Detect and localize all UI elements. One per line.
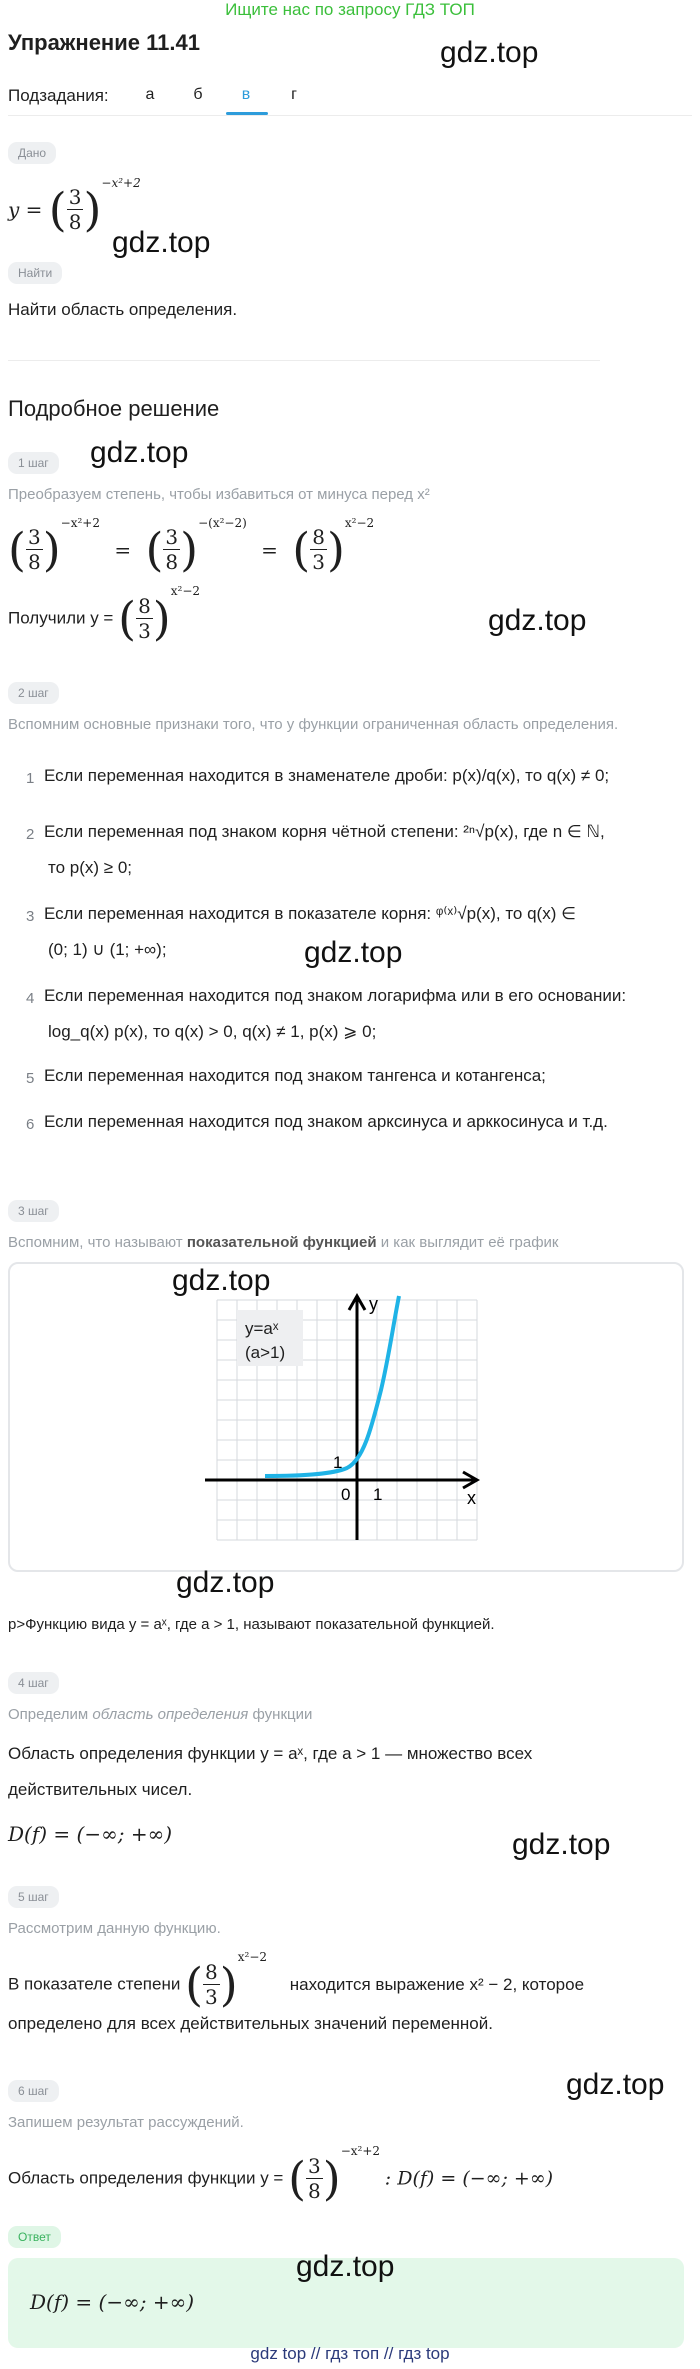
list-item-line: Если переменная находится под знаком тангенса и котангенса; (44, 1066, 546, 1085)
step3-intro (8, 1234, 559, 1251)
step4-formula: D(f) = (−∞; +∞) (8, 1822, 173, 1846)
eq-den: 8 (27, 550, 41, 574)
axis-x-label: x (467, 1488, 476, 1508)
step2-intro: Вспомним основные признаки того, что у функции ограниченная область определения. (8, 716, 619, 733)
line-part: : D(f) = (−∞; +∞) (384, 2167, 554, 2190)
tab-b[interactable]: б (193, 86, 203, 103)
eq-den: 3 (312, 550, 325, 574)
eq-sign: = (261, 537, 278, 562)
tick-one-y: 1 (333, 1453, 343, 1472)
watermark: gdz.top (112, 226, 211, 259)
intro-part: Вспомним, что называют (8, 1234, 187, 1251)
graph-label-cond: (a>1) (245, 1343, 286, 1362)
eq-num: 3 (27, 525, 41, 549)
list-item-num: 6 (26, 1116, 35, 1133)
line-part: Область определения функции y = (8, 2168, 284, 2188)
list-item-line: Если переменная под знаком корня чётной степени: ²ⁿ√p(x), где n ∈ ℕ, (44, 822, 605, 841)
eq-num: 8 (312, 525, 325, 549)
line-exp: x²−2 (237, 1950, 268, 1964)
page-title: Упражнение 11.41 (8, 30, 200, 55)
graph-label-func: y=aˣ (245, 1319, 279, 1338)
list-item-line: Если переменная находится под знаком логарифма или в его основании: (44, 986, 627, 1005)
watermark: gdz.top (176, 1566, 275, 1599)
given-lhs: y = (8, 197, 43, 222)
find-text: Найти область определения. (8, 300, 238, 319)
watermark: gdz.top (304, 936, 403, 969)
line-num: 8 (205, 1960, 218, 1985)
watermark: gdz.top (172, 1264, 271, 1297)
eq-exp1: −x²+2 (60, 516, 100, 530)
tick-zero: 0 (341, 1485, 351, 1504)
solution-heading: Подробное решение (8, 396, 220, 421)
step1-intro: Преобразуем степень, чтобы избавиться от минуса перед x² (8, 486, 430, 503)
step3-chip: 3 шаг (8, 1200, 59, 1222)
section-divider (8, 360, 600, 361)
eq-den: 8 (165, 550, 179, 574)
result-den: 3 (138, 619, 151, 644)
list-item-line: Если переменная находится под знаком арксинуса и арккосинуса и т.д. (44, 1112, 608, 1131)
given-base-num: 3 (68, 185, 82, 209)
line-exp: −x²+2 (340, 2144, 381, 2158)
tick-one-x: 1 (373, 1485, 383, 1504)
tab-g[interactable]: г (291, 86, 297, 103)
line-part: В показателе степени (8, 1974, 181, 1994)
list-item-num: 5 (26, 1070, 35, 1087)
given-formula: y = ( $\frac{3}{8}$ )$^{-x^2+2}$ (8, 176, 141, 237)
tab-v[interactable]: в (241, 86, 251, 103)
list-item-num: 2 (26, 826, 35, 843)
intro-part: и как выглядит её график (376, 1234, 559, 1251)
top-banner: Ищите нас по запросу ГДЗ ТОП (225, 0, 475, 19)
list-item-num: 1 (26, 770, 35, 787)
watermark: gdz.top (90, 436, 189, 469)
watermark: gdz.top (512, 1828, 611, 1861)
given-base-den: 8 (68, 210, 82, 234)
subtasks-label: Подзадания: (8, 86, 109, 105)
find-chip: Найти (8, 262, 62, 284)
line-den: 3 (205, 1985, 218, 2010)
result-num: 8 (138, 594, 151, 619)
step1-result: Получили y = ( $\frac{8}{3}$ )$^{x^2-2}$ (8, 584, 201, 646)
step6-chip: 6 шаг (8, 2080, 59, 2102)
list-item-line: Если переменная находится в показателе корня: ᵠ⁽ˣ⁾√p(x), то q(x) ∈ (44, 904, 576, 923)
eq-sign: = (114, 537, 132, 562)
tabs-divider (8, 115, 692, 116)
exponential-graph (205, 1290, 495, 1550)
active-tab-indicator (226, 112, 268, 115)
step3-after: p>Функцию вида y = aˣ, где a > 1, называют показательной функцией. (8, 1616, 495, 1633)
result-prefix: Получили y = (8, 608, 114, 628)
step5-chip: 5 шаг (8, 1886, 59, 1908)
intro-italic: область определения (92, 1706, 249, 1723)
intro-part: функции (248, 1706, 313, 1723)
eq-exp2: −(x²−2) (198, 516, 247, 530)
answer-chip: Ответ (8, 2226, 61, 2248)
watermark: gdz.top (566, 2068, 665, 2101)
step1-chip: 1 шаг (8, 452, 59, 474)
watermark: gdz.top (488, 604, 587, 637)
step4-line2: действительных чисел. (8, 1780, 193, 1799)
intro-bold: показательной функцией (186, 1234, 377, 1251)
watermark: gdz.top (440, 36, 539, 69)
step5-line1: В показателе степени ( $\frac{8}{3}$ )$^{x^2-2}$ находится выражение x² − 2, которое (8, 1950, 585, 2012)
step5-line2: определено для всех действительных значений переменной. (8, 2014, 493, 2033)
step6-line: Область определения функции y = ( $\frac{3}{8}$ )$^{-x^2+2}$ : D(f) = (−∞; +∞) (8, 2144, 554, 2206)
given-exponent: −x²+2 (101, 176, 141, 190)
step4-line1: Область определения функции y = aˣ, где a > 1 — множество всех (8, 1744, 533, 1763)
line-part: находится выражение x² − 2, которое (289, 1974, 585, 1994)
list-item-num: 4 (26, 990, 35, 1007)
step1-equation: ( $\frac{3}{8}$ )$^{-x^2+2}$ = ( $\frac{3}{8}$ )$^{-(x^2-2)}$ = ( $\frac{8}{3}$ )$^{x^2-2}$ (8, 516, 375, 577)
intro-part: Определим (8, 1706, 93, 1723)
answer-formula: D(f) = (−∞; +∞) (30, 2290, 195, 2314)
line-den: 8 (308, 2179, 321, 2204)
step4-chip: 4 шаг (8, 1672, 59, 1694)
step4-intro (8, 1706, 312, 1723)
list-item-line: то p(x) ≥ 0; (48, 858, 133, 877)
list-item-num: 3 (26, 908, 35, 925)
axis-y-label: y (369, 1294, 378, 1314)
list-item-line: (0; 1) ∪ (1; +∞); (48, 940, 167, 959)
step2-chip: 2 шаг (8, 682, 59, 704)
list-item-line: log_q(x) p(x), то q(x) > 0, q(x) ≠ 1, p(x) ⩾ 0; (48, 1022, 377, 1041)
result-exp: x²−2 (170, 584, 201, 598)
watermark: gdz.top (296, 2250, 395, 2283)
given-chip: Дано (8, 142, 56, 164)
list-item-line: Если переменная находится в знаменателе дроби: p(x)/q(x), то q(x) ≠ 0; (44, 766, 610, 785)
tab-a[interactable]: а (145, 86, 155, 103)
eq-num: 3 (165, 525, 179, 549)
step6-intro: Запишем результат рассуждений. (8, 2114, 244, 2131)
step5-intro: Рассмотрим данную функцию. (8, 1920, 221, 1937)
eq-exp3: x²−2 (344, 516, 375, 530)
line-num: 3 (308, 2154, 321, 2179)
footer-links[interactable]: gdz top // гдз топ // гдз top (250, 2344, 450, 2363)
